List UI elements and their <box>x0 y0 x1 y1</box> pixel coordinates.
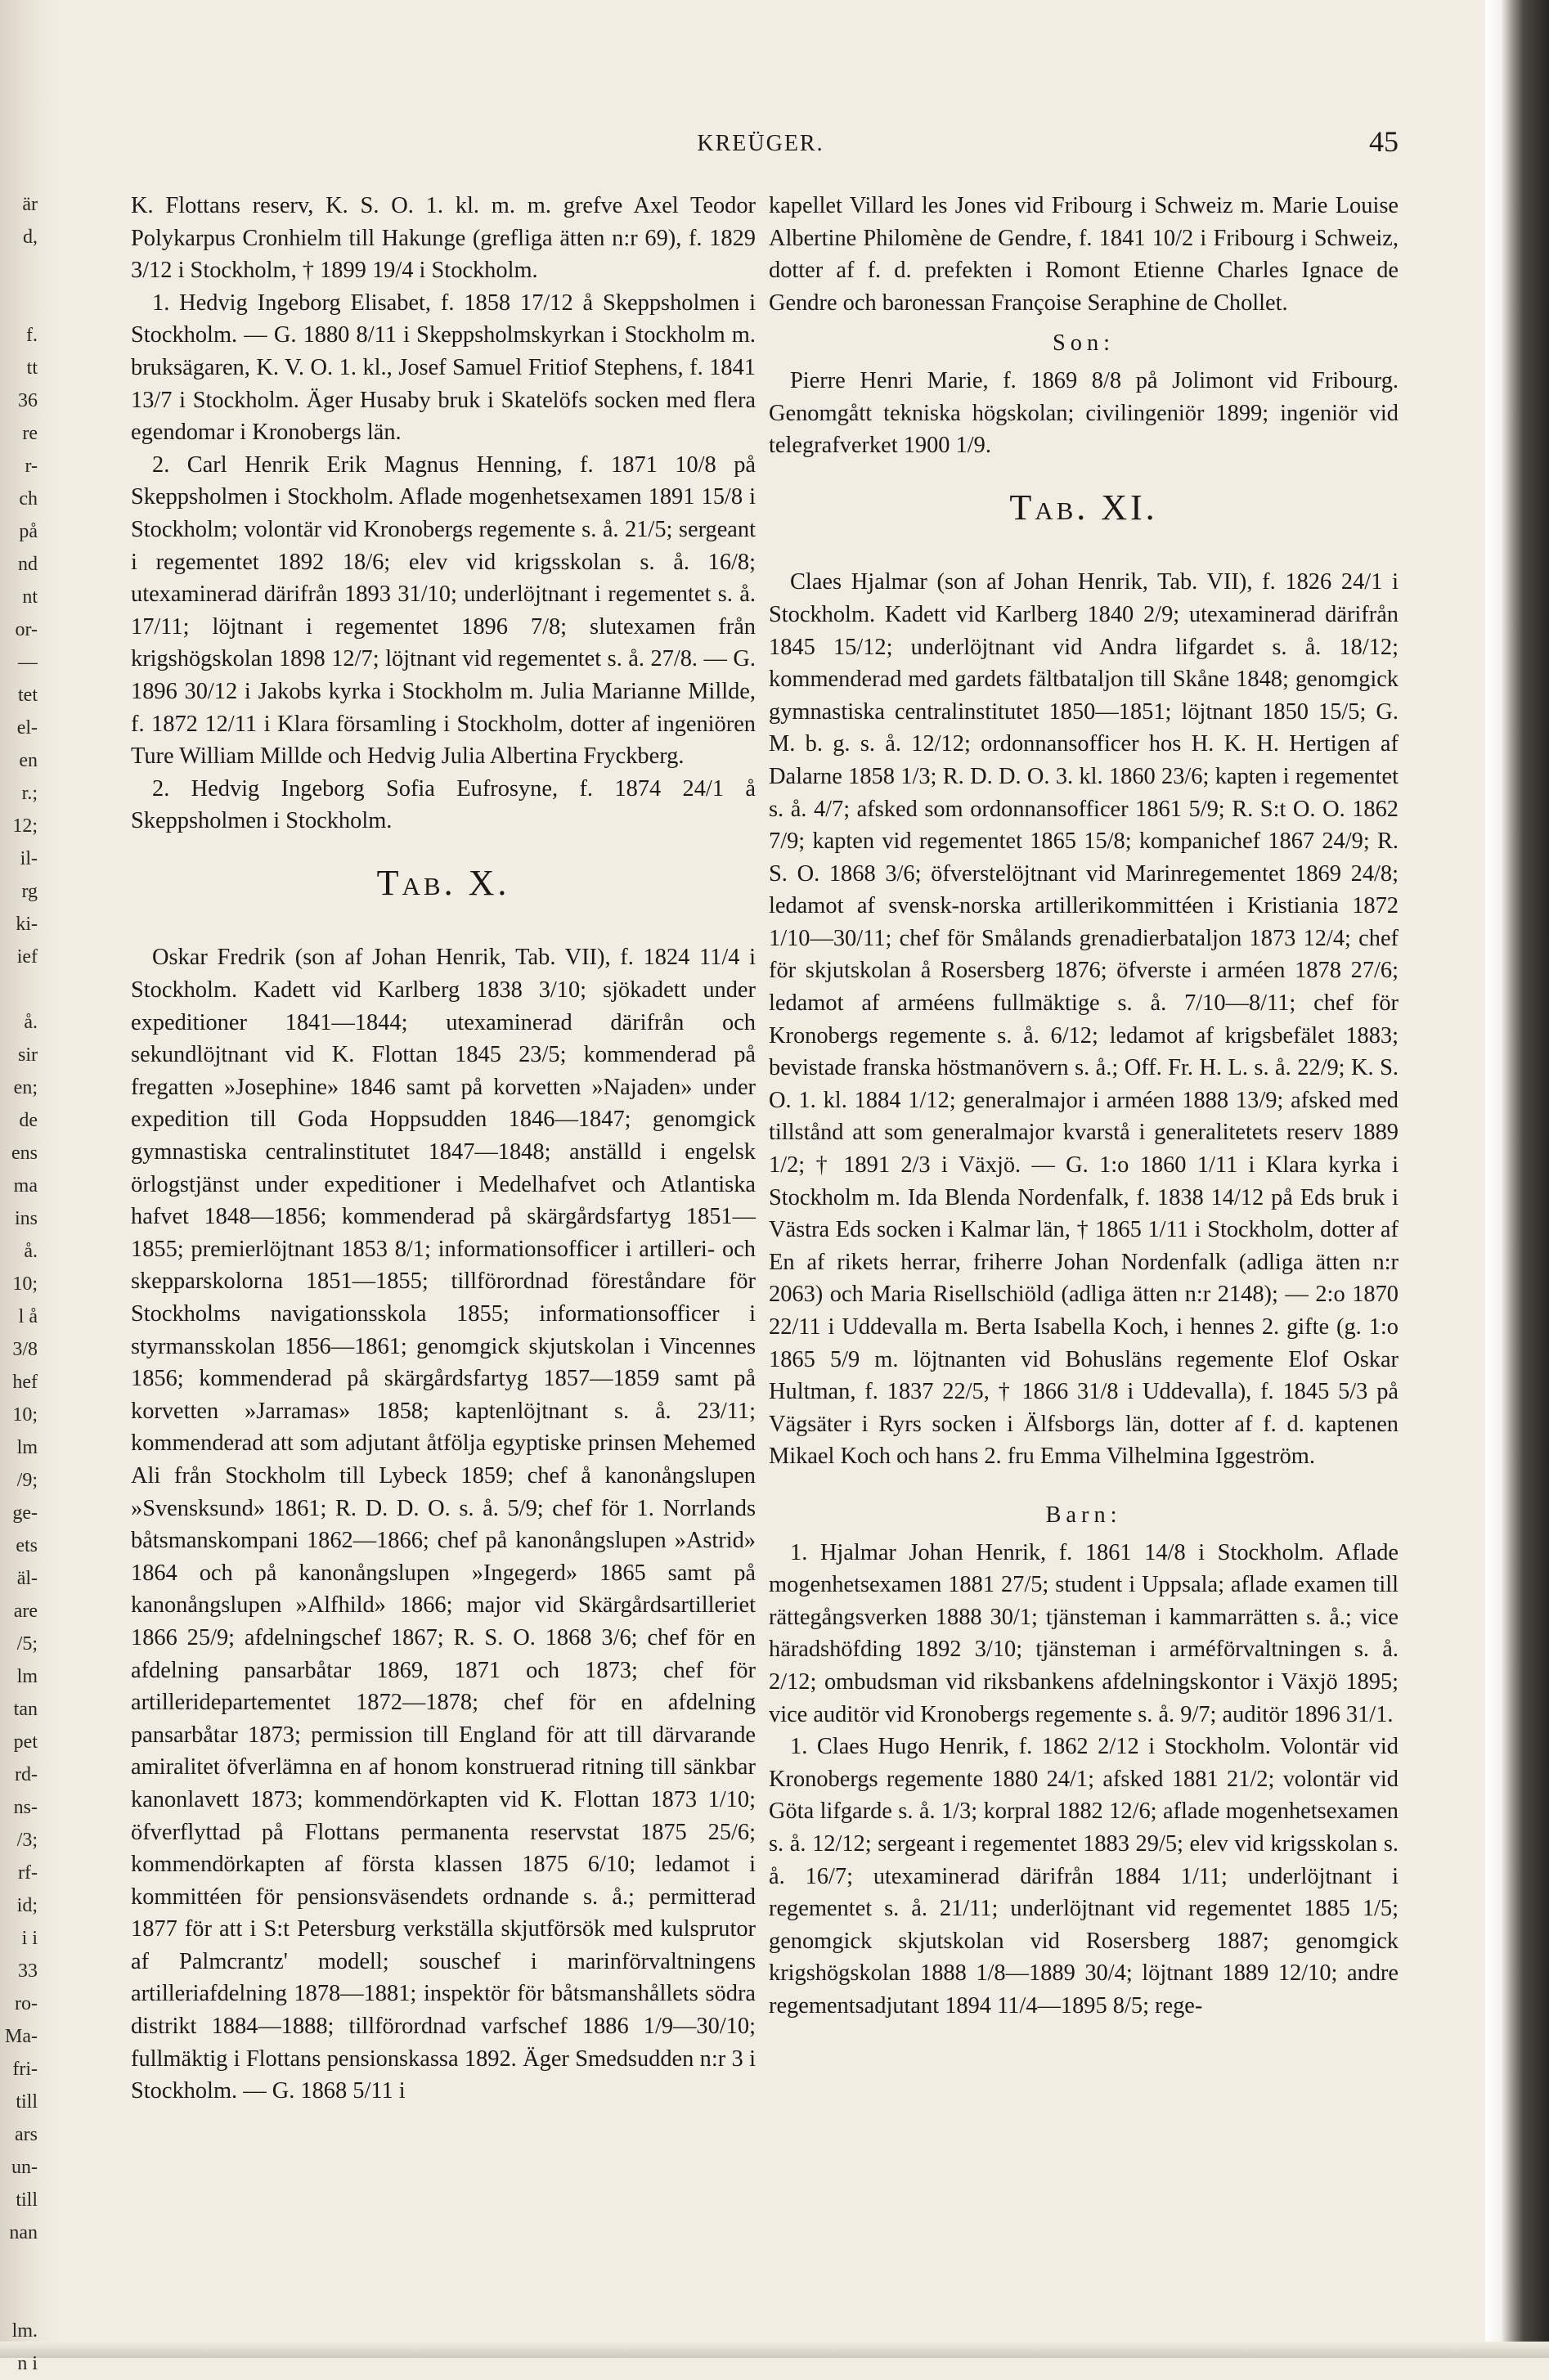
margin-fragment: ro- <box>15 1993 38 2014</box>
margin-fragment: — <box>18 652 38 673</box>
margin-fragment <box>0 973 38 1006</box>
margin-fragment: hef <box>12 1372 38 1393</box>
margin-fragment: är <box>22 194 38 215</box>
facing-page-fragments <box>0 188 38 2380</box>
margin-fragment: äl- <box>16 1568 38 1589</box>
margin-fragment: 10; <box>12 1273 38 1295</box>
margin-fragment: å. <box>24 1241 38 1262</box>
margin-fragment: nt <box>22 586 38 608</box>
margin-fragment: sir <box>18 1044 38 1066</box>
margin-fragment <box>0 2282 38 2315</box>
margin-fragment: 33 <box>18 1960 38 1982</box>
margin-fragment: till <box>16 2091 38 2113</box>
margin-fragment: fri- <box>12 2059 38 2080</box>
child-entry-hjalmar: 1. Hjalmar Johan Henrik, f. 1861 14/8 i Stockholm. Aflade mogenhetsexamen 1881 27/5; student i Uppsala; aflade examen till rättegångsverken 1888 30/1; tjänsteman i kammarrätten s. å.; vice häradshöfding 1892 3/10; tjänsteman i arméförvaltningen s. å. 2/12; ombudsman vid riksbankens afdelningskontor i Växjö 1895; vice auditör vid Kronobergs regemente s. å. 9/7; auditör 1896 31/1. <box>769 1539 1399 1727</box>
margin-fragment: r- <box>25 456 38 477</box>
entry-continuation: kapellet Villard les Jones vid Fribourg i Schweiz m. Marie Louise Albertine Philomène de Gendre, f. 1841 10/2 i Fribourg i Schweiz, dotter af f. d. prefekten i Romont Etienne Charles Ignace de Gendre och baronessan Françoise Seraphine de Chollet. <box>769 193 1399 316</box>
margin-fragment: ma <box>13 1175 38 1197</box>
margin-fragment: ens <box>11 1143 38 1164</box>
margin-fragment: pet <box>13 1731 38 1753</box>
margin-fragment: un- <box>11 2157 38 2178</box>
margin-fragment: 36 <box>18 390 38 411</box>
margin-fragment: rg <box>21 881 38 902</box>
margin-fragment: i i <box>21 1928 38 1949</box>
margin-fragment <box>0 2249 38 2282</box>
margin-fragment: are <box>13 1601 38 1622</box>
margin-fragment: ns- <box>13 1797 38 1818</box>
margin-fragment: il- <box>20 848 38 869</box>
page-number: 45 <box>1369 125 1399 158</box>
entry-oskar-fredrik: Oskar Fredrik (son af Johan Henrik, Tab. VII), f. 1824 11/4 i Stockholm. Kadett vid Karlberg 1838 3/10; sjökadett under expeditioner 1841—1844; utexaminerad därifrån och sekundlöjtnant vid K. Flottan 1845 23/5; kommenderad på fregatten »Josephine» 1846 samt på korvetten »Najaden» under expedition till Goda Hoppsudden 1846—1847; genomgick gymnastiska centralinstitutet 1847—1848; anställd i engelsk örlogstjänst under expeditioner i Medelhafvet och Atlantiska hafvet 1848—1856; kommenderad på skärgårdsfartyg 1851—1855; premierlöjtnant 1853 8/1; informationsofficer i artilleri- och skepparskolorna 1851—1855; tillförordnad föreståndare för Stockholms navigationsskola 1855; informationsofficer i styrmansskolan 1856—1861; genomgick skjutskolan i Vincennes 1856; kommenderad på skärgårdsfartyg 1857—1859 samt på korvetten »Jarramas» 1858; kaptenlöjtnant s. å. 23/11; kommenderad att som adjutant åtfölja egyptiske prinsen Mehemed Ali från Stockholm till Lybeck 1859; chef å kanonångslupen »Svensksund» 1861; R. D. D. O. s. å. 5/9; chef för 1. Norrlands båtsmanskompani 1862—1866; chef på kanonångslupen »Astrid» 1864 och på kanonångslupen »Ingegerd» 1865 samt på kanonångslupen »Alfhild» 1866; major vid Skärgårdsartilleriet 1866 25/9; afdelningschef 1867; R. S. O. 1868 3/6; chef för en afdelning pansarbåtar 1869, 1871 och 1873; chef för artilleridepartementet 1872—1878; chef för en afdelning pansarbåtar 1873; permission till England för att till därvarande amiralitet öfverlämna en af honom konstruerad ritning till sänkbar kanonlavett 1873; kommendörkapten vid K. Flottan 1873 1/10; öfverflyttad på Flottans permanenta reservstat 1875 25/6; kommendörkapten af första klassen 1875 6/10; ledamot i kommittéen för pensionsväsendets ordnande s. å.; permitterad 1877 för att i S:t Petersburg verkställa skjutförsök med kulsprutor af Palmcrantz' modell; souschef i marinförvaltningens artilleriafdelning 1878—1881; inspektör för båtsmanshållets södra distrikt 1884—1888; tillförordnad varfschef 1886 1/9—30/10; fullmäktig i Flottans pensionskassa 1892. Äger Smedsudden n:r 3 i Stockholm. — G. 1868 5/11 i <box>131 945 756 2104</box>
margin-fragment: en; <box>13 1077 38 1098</box>
margin-fragment: l å <box>18 1306 38 1327</box>
margin-fragment: /5; <box>16 1633 38 1655</box>
child-entry: 2. Hedvig Ingeborg Sofia Eufrosyne, f. 1874 24/1 å Skeppsholmen i Stockholm. <box>131 775 756 834</box>
margin-fragment: de <box>19 1110 38 1131</box>
margin-fragment: ets <box>16 1535 38 1556</box>
margin-fragment: ins <box>14 1208 38 1229</box>
margin-fragment: lm <box>16 1666 38 1687</box>
margin-fragment: Ma- <box>5 2026 38 2047</box>
margin-fragment: till <box>16 2189 38 2211</box>
margin-fragment: rf- <box>18 1862 38 1884</box>
child-entry: 1. Hedvig Ingeborg Elisabet, f. 1858 17/12 å Skeppsholmen i Stockholm. — G. 1880 8/11 i Skeppsholmskyrkan i Stockholm m. bruksägaren, K. V. O. 1. kl., Josef Samuel Fritiof Stephens, f. 1841 13/7 i Stockholm. Äger Husaby bruk i Skatelöfs socken med flera egendomar i Kronobergs län. <box>131 290 756 446</box>
margin-fragment: r.; <box>21 783 38 804</box>
margin-fragment: el- <box>16 717 38 739</box>
son-entry: Pierre Henri Marie, f. 1869 8/8 på Jolimont vid Fribourg. Genomgått tekniska högskolan; civilingeniör 1899; ingeniör vid telegrafverket 1900 1/9. <box>769 367 1399 459</box>
margin-fragment <box>0 286 38 319</box>
margin-fragment: tet <box>18 685 38 706</box>
margin-fragment: 3/8 <box>12 1339 38 1360</box>
margin-fragment: 10; <box>12 1404 38 1426</box>
left-column <box>131 190 756 2108</box>
page-header <box>123 125 1399 180</box>
margin-fragment: nan <box>9 2222 38 2243</box>
margin-fragment: ge- <box>12 1502 38 1524</box>
margin-fragment: f. <box>26 325 38 346</box>
margin-fragment: n i <box>17 2353 38 2374</box>
margin-fragment: lm <box>16 1437 38 1458</box>
margin-fragment: 12; <box>12 815 38 837</box>
margin-fragment: id; <box>16 1895 38 1916</box>
margin-fragment: tt <box>26 357 38 379</box>
section-heading-tab-xi: Tab. XI. <box>1009 487 1158 528</box>
margin-fragment: re <box>22 423 38 444</box>
margin-fragment: or- <box>15 619 38 640</box>
right-column <box>769 190 1399 2022</box>
running-head: KREÜGER. <box>697 131 824 156</box>
child-entry-claes-hugo: 1. Claes Hugo Henrik, f. 1862 2/12 i Stockholm. Volontär vid Kronobergs regemente 1880 24/1; afsked 1881 21/2; volontär vid Göta lifgarde s. å. 1/3; korpral 1882 12/6; aflade mogenhetsexamen s. å. 12/12; sergeant i regementet 1883 29/5; elev vid krigsskolan s. å. 16/7; utexaminerad därifrån 1884 1/11; underlöjtnant i regementet s. å. 21/11; underlöjtnant vid regementet 1885 1/5; genomgick skjutskolan vid Rosersberg 1887; genomgick krigshögskolan 1888 1/8—1889 30/4; löjtnant 1889 12/10; andre regementsadjutant 1894 11/4—1895 8/5; rege- <box>769 1734 1399 2019</box>
margin-fragment: ief <box>16 946 38 968</box>
margin-fragment: en <box>19 750 38 771</box>
entry-krueger: K. Flottans reserv, K. S. O. 1. kl. m. m. grefve Axel Teodor Polykarpus Cronhielm till Hakunge (grefliga ätten n:r 69), f. 1829 3/12 i Stockholm, † 1899 19/4 i Stockholm. <box>131 193 756 284</box>
margin-fragment <box>0 254 38 286</box>
margin-fragment: ars <box>15 2124 38 2145</box>
book-fore-edge <box>1485 0 1549 2358</box>
son-label: Son: <box>1052 330 1116 357</box>
margin-fragment: ki- <box>16 914 38 935</box>
margin-fragment: rd- <box>15 1764 38 1785</box>
margin-fragment: på <box>19 521 38 542</box>
margin-fragment: /9; <box>16 1470 38 1491</box>
margin-fragment: lm. <box>11 2320 38 2342</box>
margin-fragment: nd <box>18 554 38 575</box>
children-label: Barn: <box>1045 1502 1122 1528</box>
entry-claes-hjalmar: Claes Hjalmar (son af Johan Henrik, Tab. VII), f. 1826 24/1 i Stockholm. Kadett vid Karlberg 1840 2/9; utexaminerad därifrån 1845 15/12; underlöjtnant vid Andra lifgardet s. å. 18/12; kommenderad med gardets fältbataljon till Skåne 1848; genomgick gymnastiska centralinstitutet 1850—1851; löjtnant 1850 15/5; G. M. b. g. s. å. 12/12; ordonnansofficer hos H. K. H. Hertigen af Dalarne 1858 1/3; R. D. D. O. 3. kl. 1860 23/6; kapten i regementet s. å. 4/7; afsked som ordonnansofficer 1861 5/9; R. S:t O. O. 1862 7/9; kapten vid regementet 1865 15/8; kompanichef 1867 24/9; R. S. O. 1868 3/6; öfverstelöjtnant vid Marinregementet 1869 24/8; ledamot af svensk-norska artillerikommittéen i Kristiania 1872 1/10—30/11; chef för Smålands grenadierbataljon 1873 12/4; chef för skjutskolan å Rosersberg 1876; öfverste i arméen 1878 27/6; ledamot af arméens fullmäktige s. å. 7/10—8/11; chef för Kronobergs regemente s. å. 6/12; ledamot af krigsbefälet 1883; bevistade franska höstmanövern s. å.; Off. Fr. H. L. s. å. 22/9; K. S. O. 1. kl. 1884 1/12; generalmajor i arméen 1888 13/9; afsked med tillstånd att som generalmajor kvarstå i generalitetets reserv 1889 1/2; † 1891 2/3 i Växjö. — G. 1:o 1860 1/11 i Klara kyrka i Stockholm m. Ida Blenda Nordenfalk, f. 1838 14/12 på Eds bruk i Västra Eds socken i Kalmar län, † 1865 1/11 i Stockholm, dotter af En af rikets herrar, friherre Johan Nordenfalk (adliga ätten n:r 2063) och Maria Risellschiöld (adliga ätten n:r 2148); — 2:o 1870 22/11 i Uddevalla m. Berta Isabella Koch, i hennes 2. gifte (g. 1:o 1865 5/9 m. löjtnanten vid Bohusläns regemente Elof Oskar Hultman, f. 1837 22/5, † 1866 31/8 i Uddevalla), f. 1845 5/3 på Vägsäter i Ryrs socken i Älfsborgs län, dotter af f. d. kaptenen Mikael Koch och hans 2. fru Emma Vilhelmina Iggeström. <box>769 569 1399 1470</box>
margin-fragment: tan <box>13 1699 38 1720</box>
child-entry: 2. Carl Henrik Erik Magnus Henning, f. 1871 10/8 på Skeppsholmen i Stockholm. Aflade mogenhetsexamen 1891 15/8 i Stockholm; volontär vid Kronobergs regemente s. å. 21/5; sergeant i regementet 1892 18/6; elev vid krigsskolan s. å. 16/8; utexaminerad därifrån 1893 31/10; underlöjtnant i regementet s. å. 17/11; löjtnant i regementet 1896 7/8; slutexamen från krigshögskolan 1898 12/7; löjtnant vid regementet s. å. 27/8. — G. 1896 30/12 i Jakobs kyrka i Stockholm m. Julia Marianne Millde, f. 1872 12/11 i Klara församling i Stockholm, dotter af ingeniören Ture William Millde och Hedvig Julia Albertina Fryckberg. <box>131 451 756 770</box>
margin-fragment: d, <box>23 227 38 248</box>
margin-fragment: ch <box>19 488 38 510</box>
margin-fragment: /3; <box>16 1830 38 1851</box>
bottom-shadow <box>0 2342 1549 2358</box>
section-heading-tab-x: Tab. X. <box>376 862 510 903</box>
margin-fragment: å. <box>24 1012 38 1033</box>
